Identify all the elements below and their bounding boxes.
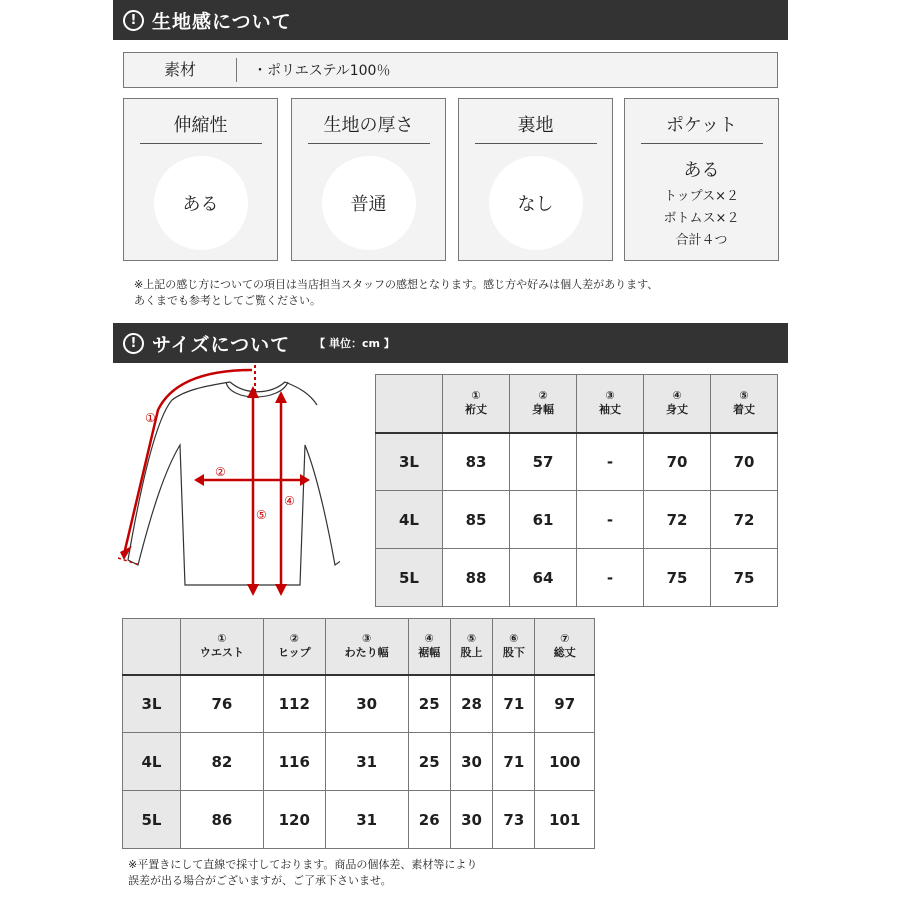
pocket-value: ある (683, 160, 720, 181)
fabric-section-title: 生地感について (152, 10, 292, 33)
pocket-line-tops: トップス×２ (664, 189, 739, 204)
cell: 64 (510, 549, 577, 607)
marker-2: ② (215, 465, 226, 479)
cell: 88 (443, 549, 510, 607)
stretch-value: ある (154, 156, 248, 250)
table-row (123, 791, 595, 849)
marker-4: ④ (284, 494, 295, 508)
fabric-section-header (113, 0, 788, 40)
row-size: 4L (376, 491, 443, 549)
lining-heading: 裏地 (517, 115, 554, 136)
header-7: ⑦ 総丈 (535, 619, 595, 675)
cell: - (577, 491, 644, 549)
fabric-note-line-2: あくまでも参考としてご覧ください。 (134, 294, 321, 307)
header-5: ⑤ 着丈 (711, 375, 778, 433)
cell: 70 (644, 433, 711, 491)
cell: 76 (181, 675, 264, 733)
size-section-header (113, 323, 788, 363)
shirt-measurement-diagram (110, 360, 340, 600)
row-size: 3L (123, 675, 181, 733)
header-2: ② 身幅 (510, 375, 577, 433)
cell: 72 (711, 491, 778, 549)
row-size: 5L (376, 549, 443, 607)
cell: 57 (510, 433, 577, 491)
cell: 28 (450, 675, 492, 733)
bottoms-size-table (122, 618, 595, 849)
tops-size-table (375, 374, 778, 607)
header-4: ④ 裾幅 (408, 619, 450, 675)
pocket-card (624, 98, 779, 261)
row-size: 4L (123, 733, 181, 791)
cell: 30 (325, 675, 408, 733)
size-note-line-1: ※平置きにして直線で採寸しております。商品の個体差、素材等により (128, 858, 478, 871)
cell: 100 (535, 733, 595, 791)
marker-1: ① (145, 411, 156, 425)
cell: 70 (711, 433, 778, 491)
cell: 85 (443, 491, 510, 549)
cell: 83 (443, 433, 510, 491)
corner-cell (123, 619, 181, 675)
cell: 112 (263, 675, 325, 733)
stretch-card (123, 98, 278, 261)
cell: 25 (408, 733, 450, 791)
cell: 25 (408, 675, 450, 733)
fabric-note (134, 277, 658, 309)
cell: 61 (510, 491, 577, 549)
cell: 71 (493, 675, 535, 733)
cell: 72 (644, 491, 711, 549)
pocket-heading: ポケット (665, 115, 738, 136)
header-1: ① ウエスト (181, 619, 264, 675)
cell: 75 (644, 549, 711, 607)
cell: 116 (263, 733, 325, 791)
marker-5: ⑤ (256, 508, 267, 522)
table-row (376, 433, 778, 491)
fabric-note-line-1: ※上記の感じ方についての項目は当店担当スタッフの感想となります。感じ方や好みは個人差があります、 (134, 278, 659, 291)
header-6: ⑥ 股下 (493, 619, 535, 675)
size-note (128, 857, 477, 889)
cell: - (577, 433, 644, 491)
lining-card (458, 98, 613, 261)
size-note-line-2: 誤差が出る場合がございますが、ご了承下さいませ。 (128, 874, 392, 887)
unit-label: 【 単位：cm 】 (314, 337, 395, 350)
stretch-heading: 伸縮性 (173, 115, 228, 136)
corner-cell (376, 375, 443, 433)
cell: 73 (493, 791, 535, 849)
row-size: 3L (376, 433, 443, 491)
thickness-heading: 生地の厚さ (323, 115, 414, 136)
pocket-line-total: 合計４つ (675, 233, 728, 248)
cell: 30 (450, 733, 492, 791)
cell: 71 (493, 733, 535, 791)
cell: 120 (263, 791, 325, 849)
table-row (123, 675, 595, 733)
exclamation-icon: ! (123, 10, 144, 31)
header-3: ③ わたり幅 (325, 619, 408, 675)
material-label: 素材 (124, 58, 237, 82)
cell: 97 (535, 675, 595, 733)
cell: 31 (325, 791, 408, 849)
cell: 31 (325, 733, 408, 791)
material-row (123, 52, 778, 88)
header-2: ② ヒップ (263, 619, 325, 675)
thickness-value: 普通 (322, 156, 416, 250)
cell: 30 (450, 791, 492, 849)
lining-value: なし (489, 156, 583, 250)
table-row (376, 491, 778, 549)
cell: 86 (181, 791, 264, 849)
table-row (376, 549, 778, 607)
size-section-title: サイズについて (152, 333, 291, 356)
cell: 101 (535, 791, 595, 849)
cell: - (577, 549, 644, 607)
header-3: ③ 袖丈 (577, 375, 644, 433)
material-value: ・ポリエステル100％ (253, 63, 391, 79)
header-5: ⑤ 股上 (450, 619, 492, 675)
header-1: ① 裄丈 (443, 375, 510, 433)
cell: 26 (408, 791, 450, 849)
header-4: ④ 身丈 (644, 375, 711, 433)
exclamation-icon: ! (123, 333, 144, 354)
table-row (123, 733, 595, 791)
cell: 75 (711, 549, 778, 607)
thickness-card (291, 98, 446, 261)
pocket-line-bottoms: ボトムス×２ (663, 211, 740, 226)
row-size: 5L (123, 791, 181, 849)
cell: 82 (181, 733, 264, 791)
